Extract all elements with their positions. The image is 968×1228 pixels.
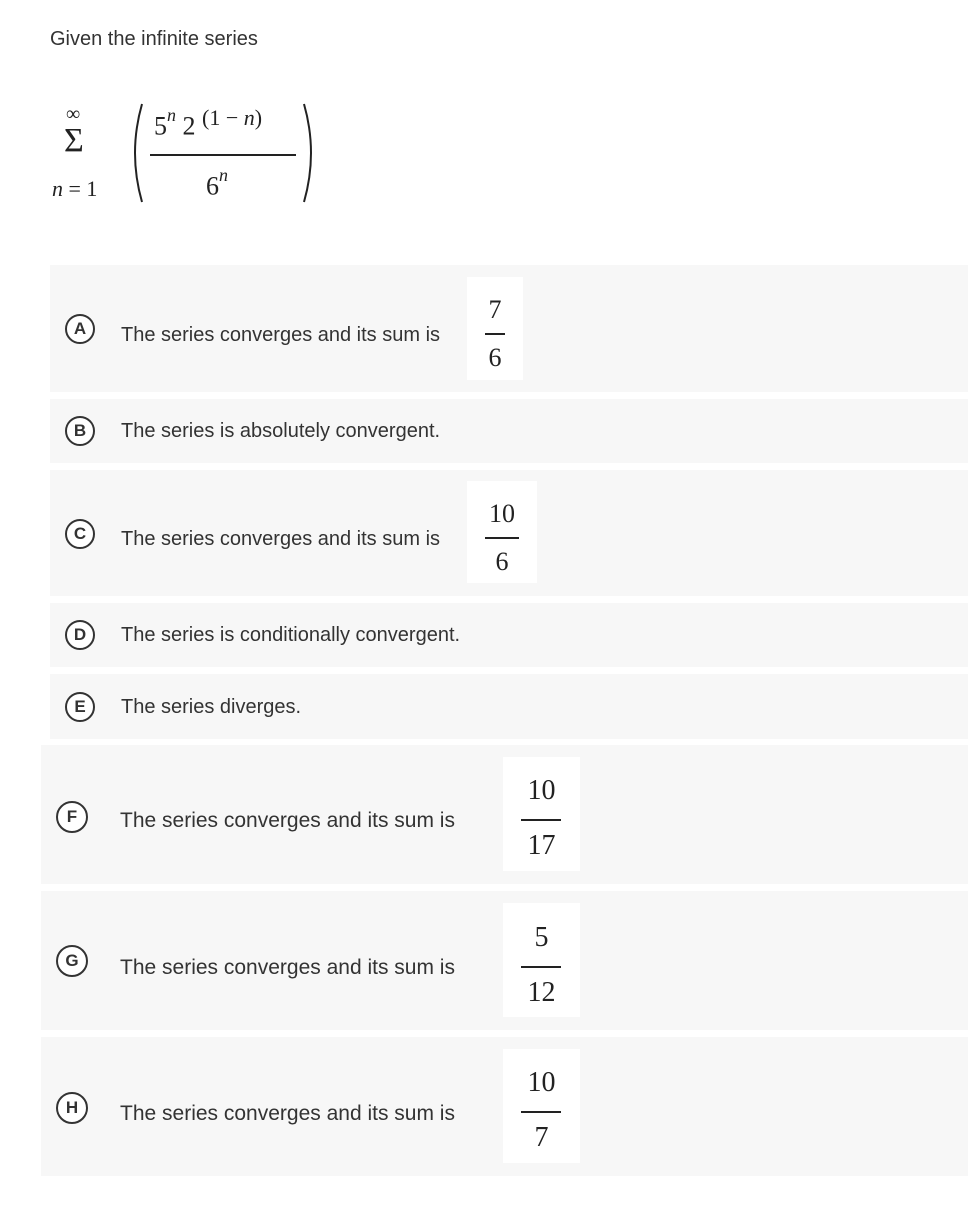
option-fraction-a bbox=[467, 277, 523, 380]
option-badge-d: D bbox=[65, 620, 95, 650]
series-formula bbox=[50, 100, 350, 220]
num-exp-1-minus-n bbox=[202, 105, 262, 130]
option-badge-b: B bbox=[65, 416, 95, 446]
num-base-2: 2 bbox=[182, 111, 196, 141]
option-badge-g: G bbox=[56, 945, 88, 977]
fraction-denominator-h: 7 bbox=[534, 1122, 549, 1153]
exp-open: (1 − bbox=[202, 104, 244, 130]
num-exp-n: n bbox=[167, 105, 176, 125]
option-b[interactable] bbox=[50, 399, 968, 463]
question-prompt: Given the infinite series bbox=[50, 28, 258, 50]
fraction-bar-a bbox=[485, 333, 505, 335]
fraction-bar-c bbox=[485, 537, 519, 539]
option-text-d: The series is conditionally convergent. bbox=[121, 624, 461, 646]
fraction-numerator-a: 7 bbox=[488, 295, 502, 324]
option-badge-a: A bbox=[65, 314, 95, 344]
option-fraction-f bbox=[503, 757, 580, 871]
option-text-e: The series diverges. bbox=[121, 696, 302, 718]
option-text-c: The series converges and its sum is bbox=[121, 528, 441, 550]
option-fraction-g bbox=[503, 903, 580, 1017]
sigma-symbol: Σ bbox=[64, 122, 84, 159]
option-fraction-h bbox=[503, 1049, 580, 1163]
den-base-6: 6 bbox=[206, 171, 219, 201]
fraction-bar-h bbox=[521, 1111, 561, 1113]
sum-lower-rest: = 1 bbox=[63, 176, 98, 201]
option-d[interactable] bbox=[50, 603, 968, 667]
fraction-denominator-c: 6 bbox=[495, 547, 509, 576]
fraction-numerator-c: 10 bbox=[489, 499, 515, 528]
den-exp-n: n bbox=[219, 165, 228, 185]
option-badge-c: C bbox=[65, 519, 95, 549]
fraction-bar-f bbox=[521, 819, 561, 821]
option-badge-h: H bbox=[56, 1092, 88, 1124]
option-badge-e: E bbox=[65, 692, 95, 722]
sum-lower-limit bbox=[52, 178, 97, 200]
left-parenthesis bbox=[130, 102, 144, 204]
option-text-a: The series converges and its sum is bbox=[121, 324, 441, 346]
right-parenthesis bbox=[302, 102, 316, 204]
series-denominator bbox=[206, 165, 228, 201]
option-h[interactable] bbox=[41, 1037, 968, 1176]
option-f[interactable] bbox=[41, 745, 968, 884]
option-badge-f: F bbox=[56, 801, 88, 833]
fraction-bar-g bbox=[521, 966, 561, 968]
series-fraction-bar bbox=[150, 154, 296, 156]
option-text-f: The series converges and its sum is bbox=[120, 809, 455, 832]
option-a[interactable] bbox=[50, 265, 968, 392]
sum-lower-var: n bbox=[52, 176, 63, 201]
option-e[interactable] bbox=[50, 674, 968, 739]
option-text-g: The series converges and its sum is bbox=[120, 956, 455, 979]
exp-var: n bbox=[243, 104, 255, 130]
fraction-numerator-g: 5 bbox=[534, 922, 549, 953]
option-text-h: The series converges and its sum is bbox=[120, 1102, 455, 1125]
fraction-numerator-f: 10 bbox=[527, 775, 556, 806]
option-text-b: The series is absolutely convergent. bbox=[121, 420, 441, 442]
num-base-5: 5 bbox=[154, 111, 167, 141]
exp-close: ) bbox=[254, 104, 263, 130]
fraction-denominator-g: 12 bbox=[527, 977, 556, 1008]
fraction-denominator-a: 6 bbox=[488, 343, 502, 372]
option-c[interactable] bbox=[50, 470, 968, 596]
fraction-numerator-h: 10 bbox=[527, 1067, 556, 1098]
series-numerator bbox=[154, 104, 263, 141]
option-fraction-c bbox=[467, 481, 537, 583]
option-g[interactable] bbox=[41, 891, 968, 1030]
fraction-denominator-f: 17 bbox=[527, 830, 556, 861]
sum-upper-limit: ∞ bbox=[66, 103, 81, 125]
